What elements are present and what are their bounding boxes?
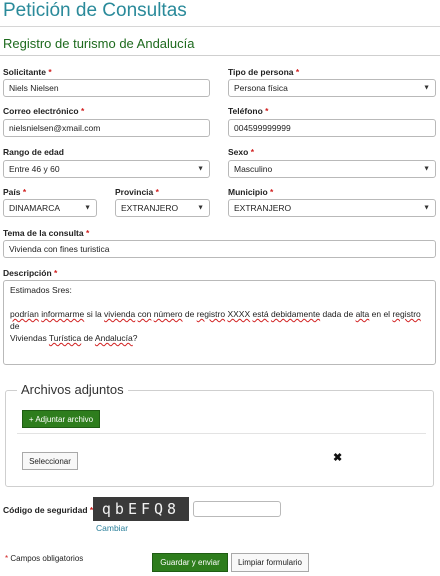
provincia-value: EXTRANJERO (121, 203, 179, 213)
select-file-button[interactable]: Seleccionar (22, 452, 78, 470)
municipio-select[interactable] (228, 199, 436, 217)
rango-edad-value: Entre 46 y 60 (9, 164, 60, 174)
correo-value: nielsnielsen@xmail.com (9, 123, 101, 133)
pais-label: País * (3, 187, 27, 197)
rango-edad-select[interactable] (3, 160, 210, 178)
descripcion-body: podrían informarme si la vivienda con número de registro XXXX está debidamente dada de alta en el registro de Viviendas Turística de Andalucía? (10, 309, 421, 343)
attachments-legend: Archivos adjuntos (17, 382, 128, 397)
correo-label: Correo electrónico * (3, 106, 85, 116)
municipio-label: Municipio * (228, 187, 274, 197)
telefono-value: 004599999999 (234, 123, 291, 133)
submit-button[interactable]: Guardar y enviar (152, 553, 228, 572)
attachments-fieldset (5, 390, 434, 487)
reset-button[interactable]: Limpiar formulario (231, 553, 309, 572)
tema-value: Vivienda con fines turistica (9, 244, 110, 254)
chevron-down-icon: ▼ (423, 165, 430, 173)
required-mark: * (22, 187, 27, 197)
provincia-select[interactable] (115, 199, 210, 217)
provincia-label: Provincia * (115, 187, 159, 197)
chevron-down-icon: ▼ (423, 204, 430, 212)
form-subtitle: Registro de turismo de Andalucía (3, 36, 195, 51)
required-mark: * (265, 106, 269, 116)
descripcion-textarea[interactable] (3, 280, 436, 365)
chevron-down-icon: ▼ (84, 204, 91, 212)
required-mark: * (5, 554, 9, 563)
telefono-label: Teléfono * (228, 106, 269, 116)
remove-icon[interactable]: ✖ (333, 452, 343, 464)
solicitante-value: Niels Nielsen (9, 83, 59, 93)
title-divider (0, 26, 440, 27)
sexo-label: Sexo * (228, 147, 255, 157)
required-mark: * (54, 268, 58, 278)
required-mark: * (86, 228, 90, 238)
municipio-value: EXTRANJERO (234, 203, 292, 213)
required-mark: * (48, 67, 52, 77)
page-title: Petición de Consultas (3, 0, 187, 21)
chevron-down-icon: ▼ (423, 84, 430, 92)
solicitante-input[interactable] (3, 79, 210, 97)
pais-select[interactable] (3, 199, 97, 217)
tipo-persona-label: Tipo de persona * (228, 67, 300, 77)
tema-label: Tema de la consulta * (3, 228, 90, 238)
attachments-divider (17, 433, 426, 434)
chevron-down-icon: ▼ (197, 165, 204, 173)
required-mark: * (80, 106, 85, 116)
required-mark: * (155, 187, 159, 197)
telefono-input[interactable] (228, 119, 436, 137)
chevron-down-icon: ▼ (197, 204, 204, 212)
pais-value: DINAMARCA (9, 203, 61, 213)
required-mark: * (250, 147, 255, 157)
required-mark: * (295, 67, 300, 77)
captcha-text: qbEFQ8 (101, 500, 181, 518)
required-mark: * (270, 187, 274, 197)
required-mark: * (89, 505, 94, 515)
correo-input[interactable] (3, 119, 210, 137)
rango-edad-label: Rango de edad (3, 147, 64, 157)
security-code-label: Código de seguridad * (3, 505, 94, 515)
tema-input[interactable] (3, 240, 436, 258)
descripcion-label: Descripción * (3, 268, 58, 278)
change-captcha-link[interactable]: Cambiar (96, 523, 129, 533)
required-note: * Campos obligatorios (5, 554, 84, 563)
tipo-persona-value: Persona física (234, 83, 288, 93)
subtitle-divider (0, 55, 440, 56)
solicitante-label: Solicitante * (3, 67, 52, 77)
tipo-persona-select[interactable] (228, 79, 436, 97)
sexo-value: Masculino (234, 164, 273, 174)
descripcion-greeting: Estimados Sres: (10, 285, 72, 295)
security-code-input[interactable] (193, 501, 281, 517)
sexo-select[interactable] (228, 160, 436, 178)
captcha-image (93, 497, 189, 521)
add-attachment-button[interactable]: + Adjuntar archivo (22, 410, 100, 428)
